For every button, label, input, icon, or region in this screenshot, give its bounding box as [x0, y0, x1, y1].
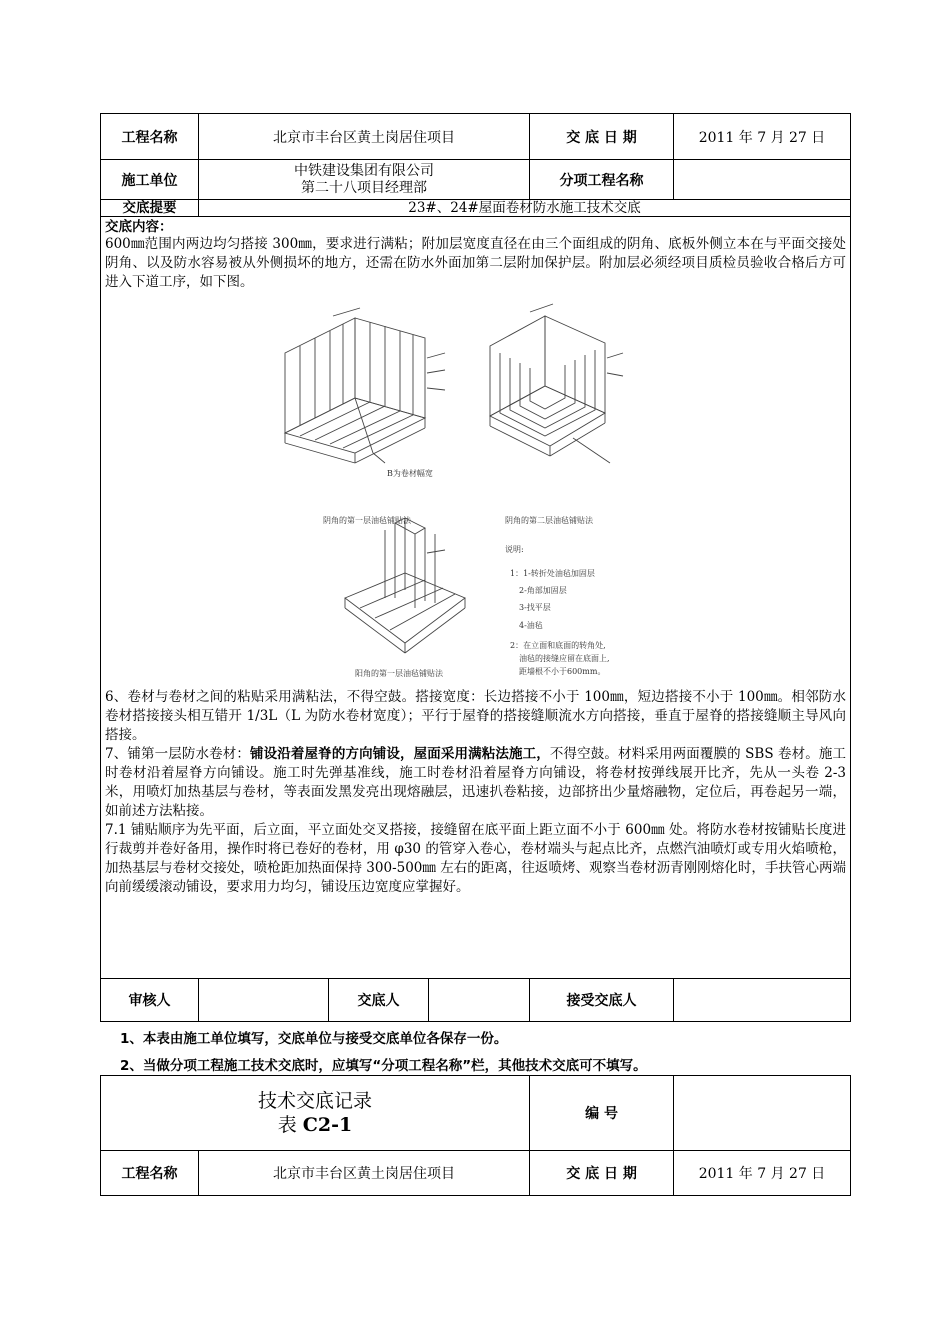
record-title-line2: [101, 1113, 529, 1137]
fig2-caption: 阴角的第二层油毡铺贴法: [505, 516, 593, 525]
legend-item-1: 1：1-转折处油毡加固层: [510, 569, 595, 578]
summary-value: 23#、24#屋面卷材防水施工技术交底: [199, 200, 851, 217]
content-paragraph-6: 6、卷材与卷材之间的粘贴采用满粘法，不得空鼓。搭接宽度：长边搭接不小于 100㎜，短边搭接不小于 100㎜。相邻防水卷材搭接接头相互错开 1/3L（L 为防水卷材宽度）；平行于屋脊的搭接缝顺流水方向搭接，垂直于屋脊的搭接缝顺主导风向搭接。: [105, 689, 846, 743]
reviewer-value: [199, 979, 329, 1022]
legend-item-7: 距墙根不小于600mm。: [519, 667, 606, 676]
figure-waterproof-corners: [105, 298, 845, 688]
receiver-label: 接受交底人: [530, 979, 674, 1022]
content-paragraph-7-1: 7.1 铺贴顺序为先平面，后立面，平立面处交叉搭接，接缝留在底平面上距立面不小于 600㎜ 处。将防水卷材按铺贴长度进行裁剪并卷好备用，操作时将已卷好的卷材，用 φ30 的管穿入卷心，卷材端头与起点比齐，点燃汽油喷灯或专用火焰喷枪，加热基层与卷材交接处，喷枪距加热面保持 300-500㎜ 左右的距离，往返喷烤、观察当卷材沥青刚刚熔化时，手扶管心两端向前缓缓滚动铺设，要求用力均匀，铺设压边宽度应掌握好。: [105, 822, 846, 895]
lower-project-name-label: 工程名称: [101, 1151, 199, 1196]
construction-unit-label: 施工单位: [101, 160, 199, 200]
project-name-value: 北京市丰台区黄土岗居住项目: [199, 114, 530, 160]
reviewer-label: 审核人: [101, 979, 199, 1022]
construction-unit-line2: 第二十八项目经理部: [301, 179, 427, 196]
legend-item-3: 3-找平层: [519, 603, 551, 612]
fig1-note: B为卷材幅宽: [387, 469, 433, 478]
upper-form: [100, 113, 850, 1022]
construction-unit-value: [199, 160, 530, 200]
receiver-value: [674, 979, 851, 1022]
content-paragraph-7: [105, 745, 846, 821]
figure-legend: [505, 544, 610, 676]
discloser-label: 交底人: [329, 979, 429, 1022]
number-label: 编 号: [530, 1076, 674, 1151]
record-title-line1: 技术交底记录: [258, 1090, 373, 1112]
paragraph-7-rest: 不得空鼓。材料采用两面覆膜的 SBS 卷材。施工时卷材沿着屋脊方向铺设。施工时先弹基准线，施工时卷材沿着屋脊方向铺设，将卷材按弹线展开比齐，先从一头卷 2-3 米，用喷灯加热基层与卷材，等表面发黑发亮出现熔融层，迅速扒卷粘接，边部挤出少量熔融物，定位后，再卷起另一端，如前述方法粘接。: [105, 746, 847, 819]
number-value: [674, 1076, 851, 1151]
legend-item-2: 2-角部加固层: [519, 586, 567, 595]
paragraph-7-prefix: 7、铺第一层防水卷材：: [105, 746, 251, 762]
fig1-drawing: [285, 308, 445, 463]
legend-item-6: 油毡的接缝应留在底面上,: [519, 654, 610, 663]
note-2: 2、当做分项工程施工技术交底时，应填写“分项工程名称”栏，其他技术交底可不填写。: [120, 1058, 647, 1074]
sub-project-label: 分项工程名称: [530, 160, 674, 200]
content-paragraph-1: 600㎜范围内两边均匀搭接 300㎜，要求进行满粘；附加层宽度直径在由三个面组成的阴角、底板外侧立本在与平面交接处阴角、以及防水容易被从外侧损坏的地方，还需在防水外面加第二层附加保护层。附加层必须经项目质检员验收合格后方可进入下道工序，如下图。: [105, 236, 846, 290]
disclosure-content: [101, 217, 851, 979]
paragraph-7-bold: 铺设沿着屋脊的方向铺设，屋面采用满粘法施工，: [250, 746, 550, 762]
fig2-drawing: [490, 304, 623, 463]
lower-project-name-value: 北京市丰台区黄土岗居住项目: [199, 1151, 530, 1196]
disclosure-date-value: 2011 年 7 月 27 日: [674, 114, 851, 160]
content-label: 交底内容：: [105, 219, 173, 235]
discloser-value: [429, 979, 530, 1022]
legend-item-5: 2：在立面和底面的转角处,: [510, 641, 606, 650]
fig1-caption: 阴角的第一层油毡铺贴法: [323, 516, 411, 525]
construction-unit-line1: 中铁建设集团有限公司: [294, 162, 434, 179]
fig3-caption: 阳角的第一层油毡铺贴法: [355, 669, 443, 678]
lower-date-value: 2011 年 7 月 27 日: [674, 1151, 851, 1196]
record-form-code: C2-1: [302, 1114, 353, 1136]
record-title-prefix: 表: [277, 1114, 303, 1136]
lower-form: [100, 1075, 850, 1196]
record-title: [101, 1076, 530, 1151]
lower-date-label: 交 底 日 期: [530, 1151, 674, 1196]
fig3-drawing: [345, 518, 465, 653]
summary-label: 交底提要: [101, 200, 199, 217]
legend-title: 说明:: [505, 545, 524, 554]
legend-item-4: 4-油毡: [519, 621, 543, 630]
note-1: 1、本表由施工单位填写，交底单位与接受交底单位各保存一份。: [120, 1031, 508, 1047]
disclosure-date-label: 交 底 日 期: [530, 114, 674, 160]
project-name-label: 工程名称: [101, 114, 199, 160]
sub-project-value: [674, 160, 851, 200]
